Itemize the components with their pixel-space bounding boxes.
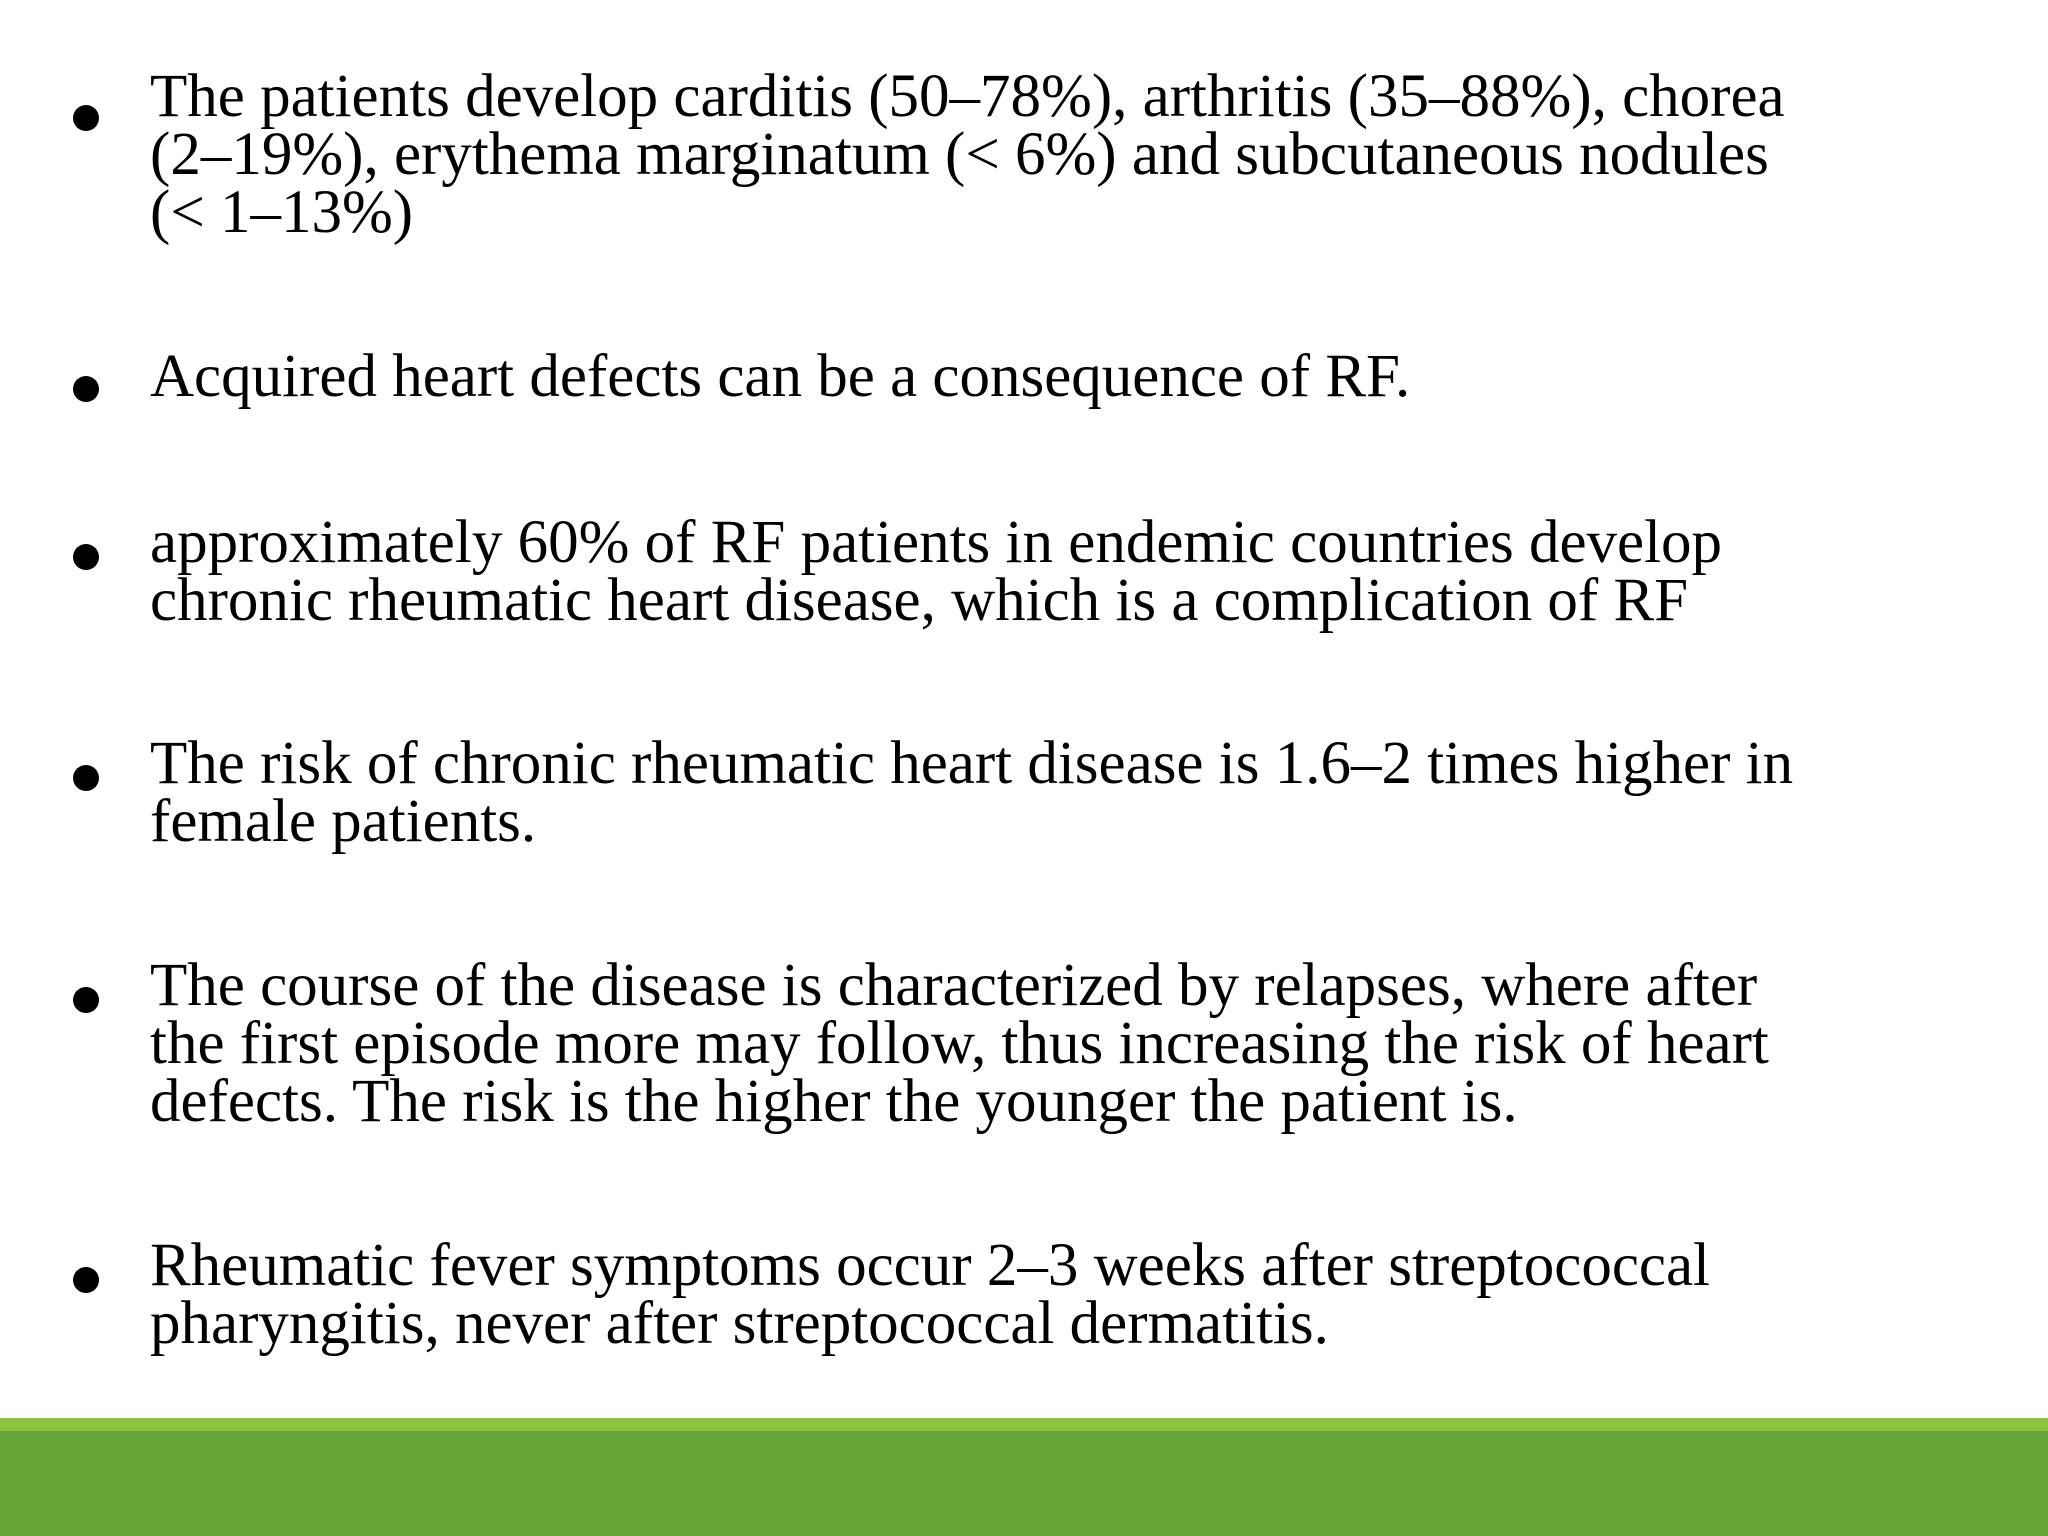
bullet-dot bbox=[73, 544, 99, 570]
bullet-line: (< 1–13%) bbox=[150, 179, 414, 246]
footer-band-main bbox=[0, 1431, 2048, 1536]
bullet-line: Acquired heart defects can be a consequence of RF. bbox=[150, 343, 1411, 410]
bullet-dot bbox=[73, 105, 99, 131]
bullet-line: (2–19%), erythema marginatum (< 6%) and subcutaneous nodules bbox=[150, 121, 1769, 188]
bullet-text bbox=[150, 63, 2030, 246]
bullet-line: pharyngitis, never after streptococcal dermatitis. bbox=[150, 1290, 1329, 1357]
bullet-dot bbox=[73, 376, 99, 402]
bullet-dot bbox=[73, 1267, 99, 1293]
bullet-dot bbox=[73, 765, 99, 791]
bullet-line: the first episode more may follow, thus increasing the risk of heart bbox=[150, 1010, 1769, 1077]
bullet-text bbox=[150, 730, 2030, 855]
bullet-dot bbox=[73, 987, 99, 1013]
bullet-text bbox=[150, 509, 2030, 634]
bullet-line: defects. The risk is the higher the younger the patient is. bbox=[150, 1068, 1518, 1135]
bullet-text bbox=[150, 1232, 2030, 1357]
bullet-line: approximately 60% of RF patients in endemic countries develop bbox=[150, 509, 1723, 576]
bullet-line: The course of the disease is characterized by relapses, where after bbox=[150, 952, 1758, 1019]
bullet-line: female patients. bbox=[150, 788, 537, 855]
bullet-line: The patients develop carditis (50–78%), arthritis (35–88%), chorea bbox=[150, 63, 1785, 130]
footer-band-highlight bbox=[0, 1418, 2048, 1431]
bullet-line: The risk of chronic rheumatic heart disease is 1.6–2 times higher in bbox=[150, 730, 1794, 797]
bullet-text bbox=[150, 343, 2030, 410]
bullet-line: Rheumatic fever symptoms occur 2–3 weeks after streptococcal bbox=[150, 1232, 1710, 1299]
footer-band bbox=[0, 1418, 2048, 1536]
bullet-line: chronic rheumatic heart disease, which is a complication of RF bbox=[150, 567, 1689, 634]
bullet-text bbox=[150, 952, 2030, 1135]
